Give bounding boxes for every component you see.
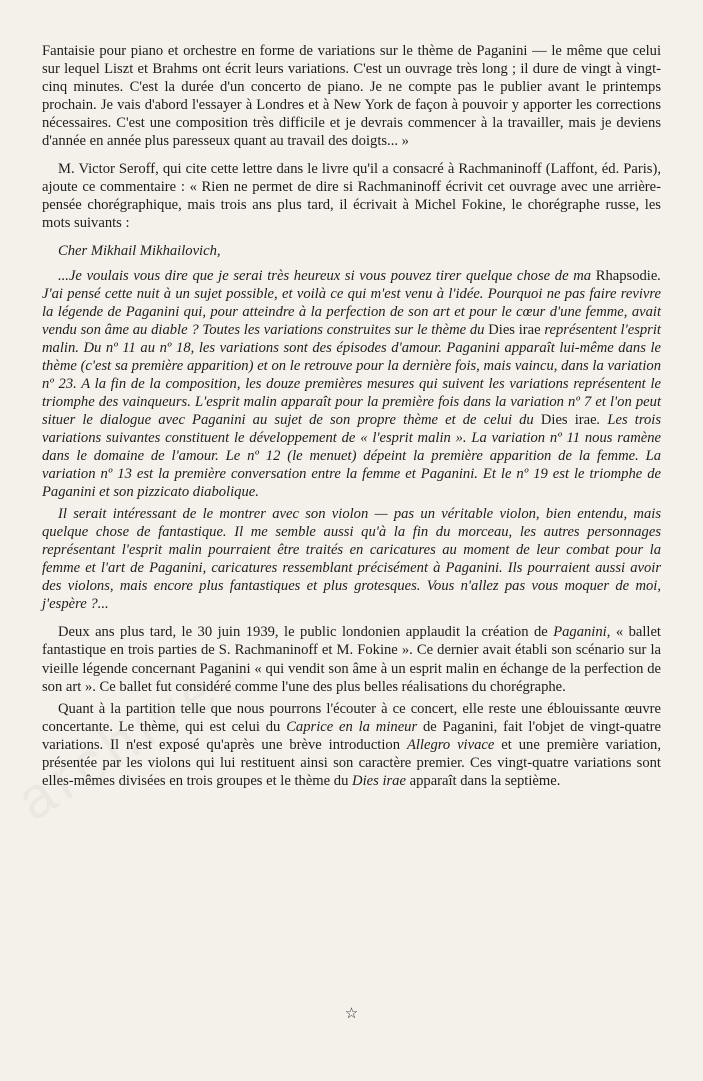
paragraph-seroff-comment: M. Victor Seroff, qui cite cette lettre dans le livre qu'il a consacré à Rachmaninoff (Laffont, éd. Paris), ajoute ce commentaire : « Rien ne permet de dire si Rachmaninoff écrivit cet ouvrage avec une arrière-pensée chorégraphique, mais trois ans plus tard, il écrivait à Michel Fokine, le chorégraphe russe, les mots suivants : bbox=[42, 161, 661, 232]
ballet-title: Paganini bbox=[553, 624, 607, 641]
dies-irae-term: Dies irae bbox=[488, 321, 541, 338]
paragraph-letter-body: ...Je voulais vous dire que je serai très heureux si vous pouvez tirer quelque chose de ma Rhapsodie. J'ai pensé cette nuit à un sujet possible, et voilà ce qui m'est venu à l'idée. Pourquoi ne pas faire revivre la légende de Paganini qui, pour atteindre à la perfection de son art et pour le cœur d'une femme, avait vendu son âme au diable ? Toutes les variations construites sur le thème du Dies irae représentent l'esprit malin. Du nº 11 au nº 18, les variations sont des épisodes d'amour. Paganini apparaît lui-même dans le thème (c'est sa première apparition) et on le retrouve pour la dernière fois, mais vaincu, dans la variation nº 23. A la fin de la composition, les douze premières mesures qui suivent les variations représentent le triomphe des vainqueurs. L'esprit malin apparaît pour la première fois dans la variation nº 7 et l'on peut situer le dialogue avec Paganini au sujet de son propre thème et de celui du Dies irae. Les trois variations suivantes constituent le développement de « l'esprit malin ». La variation nº 11 nous ramène dans le domaine de l'amour. Le nº 12 (le menuet) dépeint la première apparition de la femme. La variation nº 13 est la première conversation entre la femme et Paganini. Et le nº 19 est le triomphe de Paganini et son pizzicato diabolique. bbox=[42, 267, 661, 501]
caprice-title: Caprice en la mineur bbox=[286, 718, 418, 735]
dies-irae-term: Dies irae bbox=[540, 411, 597, 428]
star-ornament: ☆ bbox=[344, 1004, 359, 1022]
letter-salutation: Cher Mikhail Mikhailovich, bbox=[58, 243, 221, 260]
paragraph-ballet-premiere: Deux ans plus tard, le 30 juin 1939, le public londonien applaudit la création de Paganini, « ballet fantastique en trois parties de S. Rachmaninoff et M. Fokine ». Ce dernier avait établi son scénario sur la vieille légende concernant Paganini « qui vendit son âme à un esprit malin en échange de la perfection de son art ». Ce ballet fut considéré comme l'une des plus belles réalisations du chorégraphe. bbox=[42, 624, 661, 695]
paragraph-partition: Quant à la partition telle que nous pourrons l'écouter à ce concert, elle reste une éblouissante œuvre concertante. Le thème, qui est celui du Caprice en la mineur de Paganini, fait l'objet de vingt-quatre variations. Il n'est exposé qu'après une brève introduction Allegro vivace et une première variation, présentée par les violons qui lui restituent ainsi son caractère premier. Ces vingt-quatre variations sont elles-mêmes divisées en trois groupes et le thème du Dies irae apparaît dans la septième. bbox=[42, 700, 662, 789]
work-title-rhapsodie: Rhapsodie bbox=[595, 267, 658, 284]
paragraph-letter-violin: Il serait intéressant de le montrer avec son violon — pas un véritable violon, bien entendu, mais quelque chose de fantastique. Il me semble aussi qu'à la fin du morceau, les autres personnages représentant l'esprit malin pourraient être traités en caricatures au moment de leur combat pour la femme et l'art de Paganini, caricatures ressemblant précisément à Paganini. Ils pourraient aussi avoir des violons, mais encore plus fantastiques et plus grotesques. Vous n'allez pas vous moquer de moi, j'espère ?... bbox=[42, 506, 661, 613]
tempo-marking: Allegro vivace bbox=[406, 736, 495, 753]
dies-irae-term: Dies irae bbox=[352, 772, 406, 789]
paragraph-letter-end: Fantaisie pour piano et orchestre en forme de variations sur le thème de Paganini — le même que celui sur lequel Liszt et Brahms ont écrit leurs variations. C'est un ouvrage très long ; il dure de vingt à vingt-cinq minutes. C'est la durée d'un concerto de piano. Je ne compte pas le publier avant le printemps prochain. Je vais d'abord l'essayer à Londres et à New York de façon à pouvoir y apporter les corrections nécessaires. C'est une composition très difficile et je devrais commencer à la travailler, mais je deviens d'année en année plus paresseux quant au travail des doigts... » bbox=[42, 43, 661, 150]
